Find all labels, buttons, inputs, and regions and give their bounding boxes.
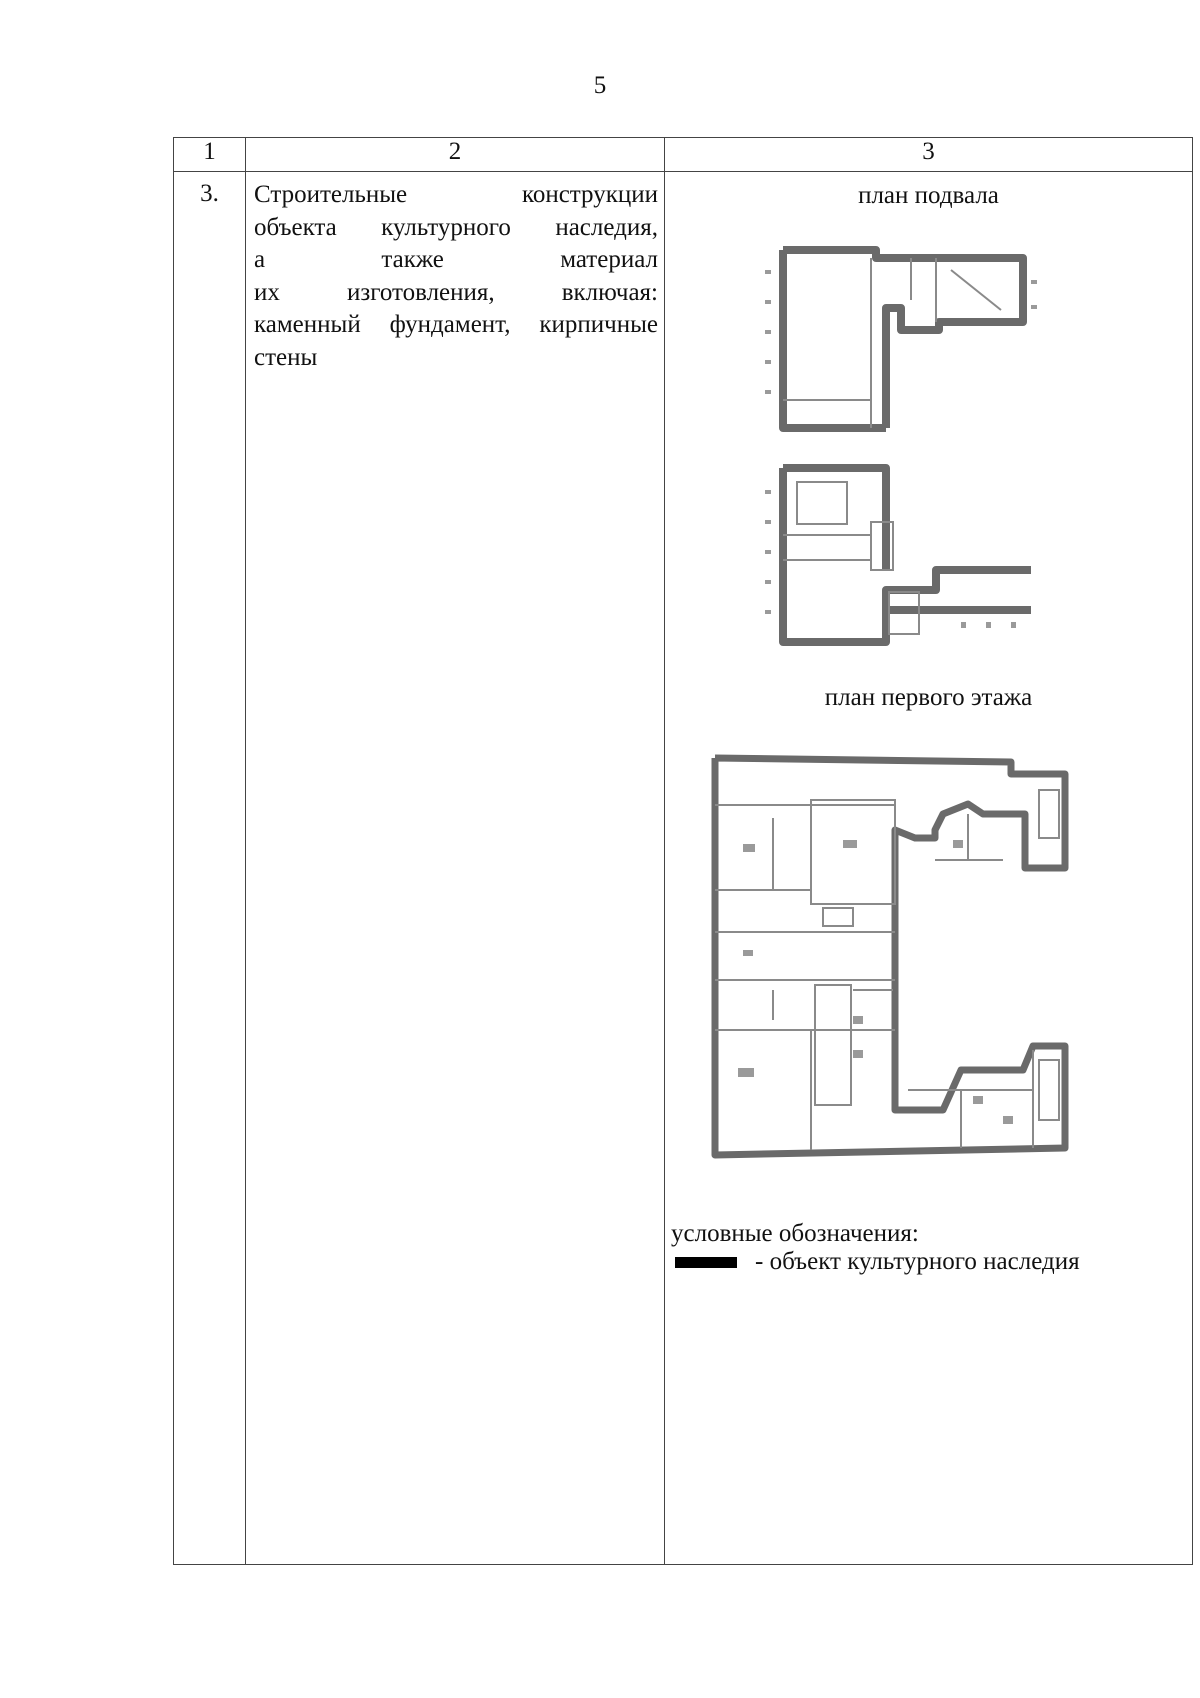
basement-plan-caption: план подвала — [858, 182, 999, 209]
description-line: каменный фундамент, кирпичные — [254, 311, 658, 338]
header-col-1: 1 — [174, 138, 246, 172]
description-line: Строительные конструкции — [254, 181, 658, 208]
description-line: их изготовления, включая: — [254, 278, 658, 306]
heritage-object-swatch — [675, 1257, 737, 1268]
table-header-row — [174, 138, 1193, 172]
table-row — [174, 172, 1193, 1565]
description-line: стены — [254, 343, 318, 371]
legend-item-label: - объект культурного наследия — [755, 1248, 1080, 1275]
header-col-3: 3 — [665, 138, 1193, 172]
page-number: 5 — [593, 72, 607, 99]
basement-plan-image — [761, 230, 1061, 660]
first-floor-plan-image — [703, 750, 1123, 1200]
description-line: а также материал — [254, 246, 658, 273]
description-line: объекта культурного наследия, — [254, 213, 658, 241]
legend — [671, 1220, 1080, 1276]
first-floor-plan-caption: план первого этажа — [824, 684, 1033, 711]
legend-title: условные обозначения: — [671, 1220, 919, 1247]
row-number: 3. — [174, 172, 246, 1565]
header-col-2: 2 — [246, 138, 665, 172]
row-description — [246, 172, 665, 1565]
row-drawings-cell — [665, 172, 1193, 1565]
heritage-table — [173, 137, 1193, 1565]
legend-item — [671, 1248, 1080, 1276]
